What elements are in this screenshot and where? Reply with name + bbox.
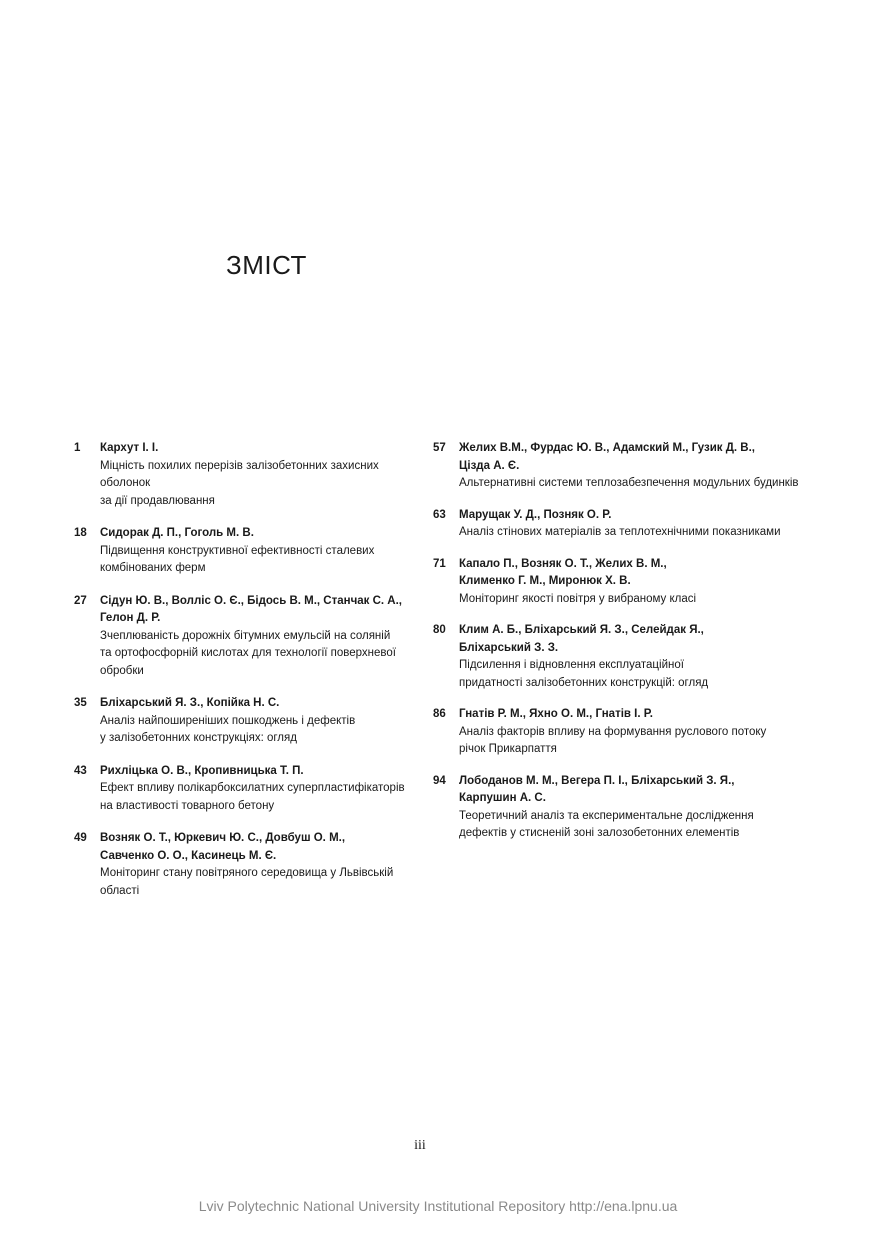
toc-article-title: Ефект впливу полікарбоксилатних суперпластифікаторів на властивості товарного бетону xyxy=(100,782,405,812)
toc-authors: Капало П., Возняк О. Т., Желих В. М., Клименко Г. М., Миронюк Х. В. xyxy=(459,557,667,587)
toc-entry[interactable] xyxy=(74,593,424,681)
toc-entry[interactable] xyxy=(433,773,803,843)
toc-authors: Бліхарський Я. З., Копійка Н. С. xyxy=(100,697,280,709)
toc-authors: Клим А. Б., Бліхарський Я. З., Селейдак Я., Бліхарський З. З. xyxy=(459,624,704,654)
toc-page-number: 57 xyxy=(433,442,446,454)
toc-page-number: 18 xyxy=(74,527,87,539)
toc-article-title: Аналіз стінових матеріалів за теплотехнічними показниками xyxy=(459,526,781,538)
toc-authors: Марущак У. Д., Позняк О. Р. xyxy=(459,508,612,521)
toc-article-title: Теоретичний аналіз та експериментальне дослідження дефектів у стисненій зоні залозобетонних елементів xyxy=(459,809,754,839)
page-number: iii xyxy=(414,1138,426,1153)
page-title: ЗМІСТ xyxy=(226,250,307,280)
toc-article-title: Аналіз найпоширеніших пошкоджень і дефектів у залізобетонних конструкціях: огляд xyxy=(100,714,356,744)
toc-entry[interactable] xyxy=(433,440,803,493)
toc-authors: Сидорак Д. П., Гоголь М. В. xyxy=(100,527,254,539)
toc-entry[interactable] xyxy=(74,763,424,816)
toc-article-title: Аналіз факторів впливу на формування руслового потоку річок Прикарпаття xyxy=(459,725,767,755)
toc-entry[interactable] xyxy=(74,525,424,578)
toc-page-number: 1 xyxy=(74,442,81,454)
toc-page-number: 27 xyxy=(74,594,87,607)
toc-authors: Гнатів Р. М., Яхно О. М., Гнатів І. Р. xyxy=(459,708,653,720)
toc-article-title: Підвищення конструктивної ефективності сталевих комбінованих ферм xyxy=(100,544,375,574)
toc-entry[interactable] xyxy=(433,507,803,542)
repository-footer: Lviv Polytechnic National University Institutional Repository http://ena.lpnu.ua xyxy=(198,1198,678,1214)
toc-entry[interactable] xyxy=(433,622,803,692)
toc-page-number: 86 xyxy=(433,708,446,720)
toc-authors: Лободанов М. М., Вегера П. І., Бліхарський З. Я., Карпушин А. С. xyxy=(459,774,735,804)
toc-page-number: 63 xyxy=(433,508,446,521)
toc-article-title: Зчеплюваність дорожніх бітумних емульсій на соляній та ортофосфорній кислотах для технології поверхневої обробки xyxy=(100,629,396,677)
toc-article-title: Альтернативні системи теплозабезпечення модульних будинків xyxy=(459,477,799,489)
toc-authors: Рихліцька О. В., Кропивницька Т. П. xyxy=(100,764,304,777)
toc-page-number: 71 xyxy=(433,557,446,570)
toc-right-column xyxy=(433,440,803,857)
toc-article-title: Міцність похилих перерізів залізобетонних захисних оболонок за дії продавлювання xyxy=(100,459,379,507)
toc-article-title: Підсилення і відновлення експлуатаційної придатності залізобетонних конструкцій: огляд xyxy=(459,659,709,689)
toc-page-number: 80 xyxy=(433,624,446,636)
toc-page-number: 49 xyxy=(74,832,87,844)
toc-authors: Желих В.М., Фурдас Ю. В., Адамский М., Гузик Д. В., Цізда А. Є. xyxy=(459,442,755,472)
toc-page-number: 35 xyxy=(74,697,87,709)
toc-entry[interactable] xyxy=(74,695,424,748)
toc-article-title: Моніторинг стану повітряного середовища у Львівській області xyxy=(100,867,394,897)
toc-article-title: Моніторинг якості повітря у вибраному класі xyxy=(459,592,697,605)
toc-page-number: 43 xyxy=(74,764,87,777)
toc-entry[interactable] xyxy=(433,706,803,759)
toc-entry[interactable] xyxy=(74,830,424,900)
toc-authors: Сідун Ю. В., Волліс О. Є., Бідось В. М., Станчак С. А., Гелон Д. Р. xyxy=(100,594,403,624)
toc-authors: Кархут І. І. xyxy=(100,442,159,454)
toc-left-column xyxy=(74,440,424,915)
toc-entry[interactable] xyxy=(433,556,803,609)
toc-authors: Возняк О. Т., Юркевич Ю. С., Довбуш О. М., Савченко О. О., Касинець М. Є. xyxy=(100,832,346,862)
toc-page-number: 94 xyxy=(433,774,446,787)
toc-entry[interactable] xyxy=(74,440,424,510)
